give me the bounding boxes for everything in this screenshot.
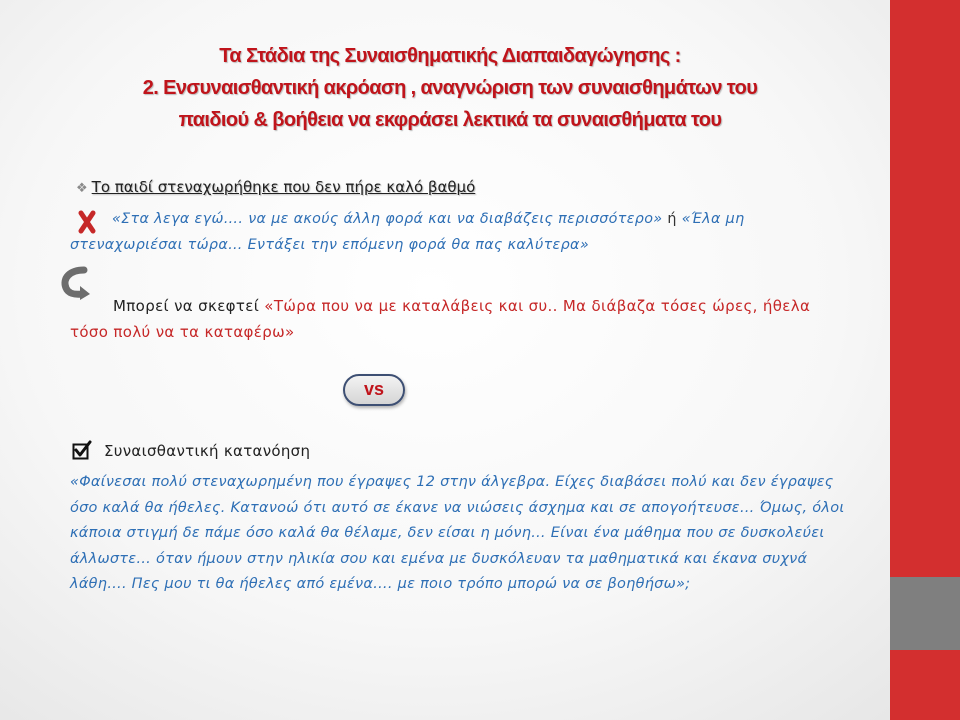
checkbox-checked-icon xyxy=(72,440,92,460)
side-bar-gray xyxy=(890,577,960,650)
child-thought-paragraph xyxy=(70,293,840,345)
child-thought-lead: Μπορεί να σκεφτεί xyxy=(113,297,265,315)
wrong-response-quote-2: «Έλα μη στεναχωριέσαι τώρα… Εντάξει την επόμενη φορά θα πας καλύτερα» xyxy=(70,211,745,253)
empathy-label: Συναισθαντική κατανόηση xyxy=(104,442,311,460)
wrong-response-paragraph xyxy=(70,206,830,258)
title-line-2: 2. Ενσυναισθαντική ακρόαση , αναγνώριση των συναισθημάτων του xyxy=(142,77,758,99)
side-bar-red-top xyxy=(890,0,960,577)
title-line-1: Τα Στάδια της Συναισθηματικής Διαπαιδαγώγησης : xyxy=(219,45,681,67)
wrong-response-quote-1: «Στα λεγα εγώ…. να με ακούς άλλη φορά και να διαβάζεις περισσότερο» xyxy=(112,211,663,227)
or-text: ή xyxy=(662,211,682,227)
scenario-bullet xyxy=(76,178,475,196)
title-line-3: παιδιού & βοήθεια να εκφράσει λεκτικά τα συναισθήματα του xyxy=(178,109,722,131)
side-decoration-bar xyxy=(890,0,960,720)
vs-badge: vs xyxy=(343,374,405,406)
empathy-quote: «Φαίνεσαι πολύ στεναχωρημένη που έγραψες 12 στην άλγεβρα. Είχες διαβάσει πολύ και δεν έγραψες όσο καλά θα ήθελες. Κατανοώ ότι αυτό σε έκανε να νιώσεις άσχημα και σε απογοήτευσε… Όμως, όλοι κάποια στιγμή δε πάμε όσο καλά θα θέλαμε, δεν είσαι η μόνη… Είναι ένα μάθημα που σε δυσκολεύει άλλωστε… όταν ήμουν στην ηλικία σου και εμένα με δυσκόλευαν τα μαθηματικά και έκανα συχνά λάθη…. Πες μου τι θα ήθελες από εμένα…. με ποιο τρόπο μπορώ να σε βοηθήσω»; xyxy=(70,474,845,593)
diamond-bullet-icon: ❖ xyxy=(76,181,88,196)
slide-title xyxy=(80,40,820,136)
child-thought-quote: «Τώρα που να με καταλάβεις και συ.. Μα διάβαζα τόσες ώρες, ήθελα τόσο πολύ να τα καταφέρω» xyxy=(70,297,811,341)
scenario-text: Το παιδί στεναχωρήθηκε που δεν πήρε καλό βαθμό xyxy=(91,178,476,196)
side-bar-red-bottom xyxy=(890,650,960,720)
